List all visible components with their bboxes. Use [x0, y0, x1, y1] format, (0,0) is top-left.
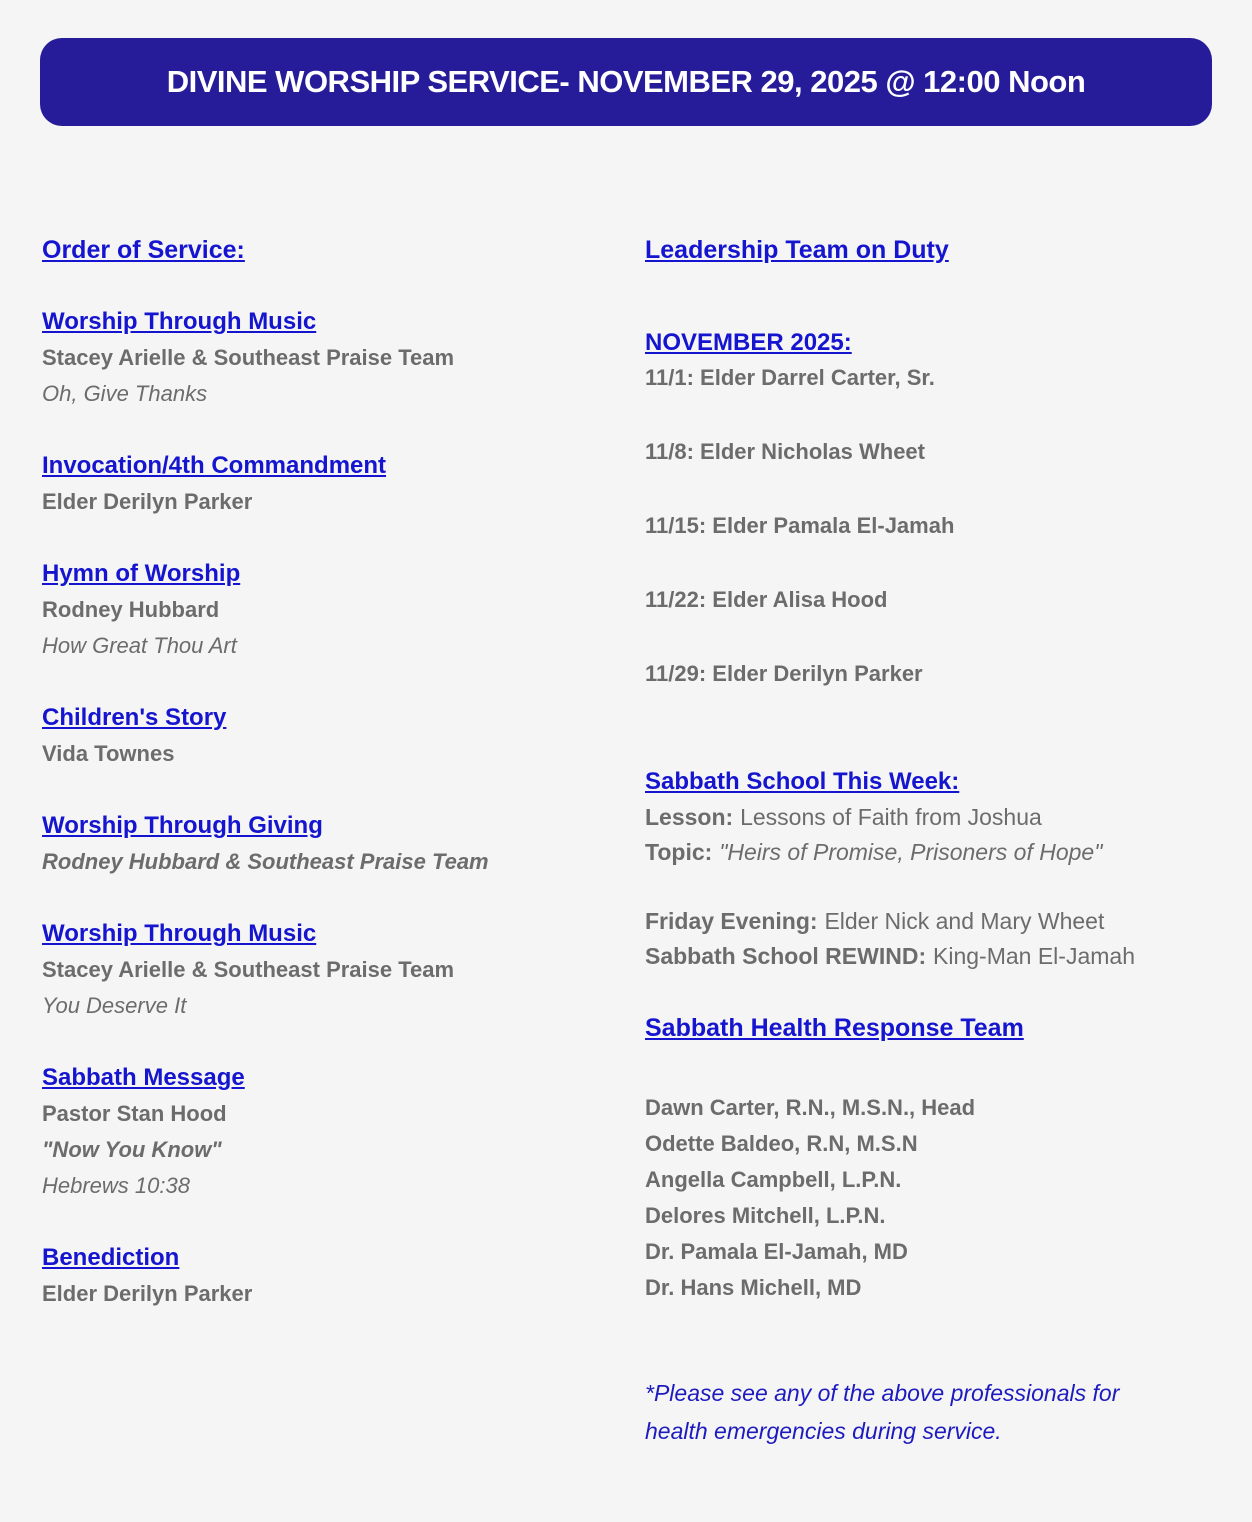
service-item	[42, 808, 645, 880]
service-item	[42, 556, 645, 664]
lesson-value: Lessons of Faith from Joshua	[740, 804, 1042, 830]
roster-month-heading[interactable]: NOVEMBER 2025:	[645, 329, 852, 356]
health-team-members	[645, 1090, 1205, 1306]
roster-entry: 11/22: Elder Alisa Hood	[645, 587, 888, 612]
lesson-line	[645, 800, 1205, 835]
service-item-title[interactable]: Invocation/4th Commandment	[42, 452, 387, 479]
service-item	[42, 1240, 645, 1312]
service-item-song: How Great Thou Art	[42, 633, 237, 658]
topic-label: Topic:	[645, 839, 713, 865]
rewind-value: King-Man El-Jamah	[933, 943, 1135, 969]
service-item-performer: Rodney Hubbard & Southeast Praise Team	[42, 849, 489, 874]
rewind-line	[645, 939, 1205, 974]
health-team-section	[645, 1010, 1205, 1450]
sabbath-school-section	[645, 764, 1205, 974]
order-of-service-section	[42, 232, 645, 1450]
friday-block	[645, 904, 1205, 974]
service-item	[42, 700, 645, 772]
roster-entry: 11/8: Elder Nicholas Wheet	[645, 439, 925, 464]
service-item	[42, 1060, 645, 1204]
leadership-roster	[645, 326, 1205, 692]
health-team-member: Dawn Carter, R.N., M.S.N., Head	[645, 1095, 976, 1120]
sermon-title: "Now You Know"	[42, 1137, 222, 1162]
service-item-title[interactable]: Worship Through Giving	[42, 812, 323, 839]
service-item-title[interactable]: Benediction	[42, 1244, 180, 1271]
service-item-title[interactable]: Sabbath Message	[42, 1064, 245, 1091]
sabbath-school-heading[interactable]: Sabbath School This Week:	[645, 768, 960, 795]
health-team-member: Odette Baldeo, R.N, M.S.N	[645, 1131, 918, 1156]
lesson-label: Lesson:	[645, 804, 734, 830]
topic-value: "Heirs of Promise, Prisoners of Hope"	[719, 839, 1103, 865]
friday-value: Elder Nick and Mary Wheet	[824, 908, 1105, 934]
right-column	[645, 232, 1205, 1450]
rewind-label: Sabbath School REWIND:	[645, 943, 927, 969]
roster-entry: 11/29: Elder Derilyn Parker	[645, 661, 923, 686]
service-item-performer: Stacey Arielle & Southeast Praise Team	[42, 345, 455, 370]
roster-entry: 11/15: Elder Pamala El-Jamah	[645, 513, 955, 538]
service-item-title[interactable]: Children's Story	[42, 704, 227, 731]
service-item	[42, 448, 645, 520]
roster-entry: 11/1: Elder Darrel Carter, Sr.	[645, 365, 935, 390]
health-team-member: Dr. Pamala El-Jamah, MD	[645, 1239, 908, 1264]
service-item-performer: Elder Derilyn Parker	[42, 1281, 253, 1306]
health-team-member: Delores Mitchell, L.P.N.	[645, 1203, 886, 1228]
service-item	[42, 916, 645, 1024]
service-item-performer: Elder Derilyn Parker	[42, 489, 253, 514]
health-team-heading[interactable]: Sabbath Health Response Team	[645, 1014, 1024, 1042]
service-item-performer: Vida Townes	[42, 741, 175, 766]
topic-line	[645, 835, 1205, 870]
service-item-song: You Deserve It	[42, 993, 187, 1018]
friday-line	[645, 904, 1205, 939]
health-team-member: Angella Campbell, L.P.N.	[645, 1167, 902, 1192]
health-team-member: Dr. Hans Michell, MD	[645, 1275, 862, 1300]
service-item-performer: Rodney Hubbard	[42, 597, 220, 622]
service-item-title[interactable]: Worship Through Music	[42, 308, 317, 335]
bulletin-content	[0, 126, 1252, 1450]
service-item	[42, 304, 645, 412]
service-item-performer: Pastor Stan Hood	[42, 1101, 227, 1126]
leadership-heading[interactable]: Leadership Team on Duty	[645, 236, 949, 264]
service-banner-title: DIVINE WORSHIP SERVICE- NOVEMBER 29, 2025 @ 12:00 Noon	[166, 64, 1086, 99]
service-banner	[40, 38, 1212, 126]
service-item-song: Oh, Give Thanks	[42, 381, 208, 406]
order-of-service-heading[interactable]: Order of Service:	[42, 236, 245, 264]
health-emergency-note: *Please see any of the above professionals for health emergencies during service.	[645, 1380, 1120, 1444]
service-item-performer: Stacey Arielle & Southeast Praise Team	[42, 957, 455, 982]
sermon-scripture: Hebrews 10:38	[42, 1173, 190, 1198]
service-item-title[interactable]: Hymn of Worship	[42, 560, 241, 587]
service-item-title[interactable]: Worship Through Music	[42, 920, 317, 947]
friday-label: Friday Evening:	[645, 908, 818, 934]
